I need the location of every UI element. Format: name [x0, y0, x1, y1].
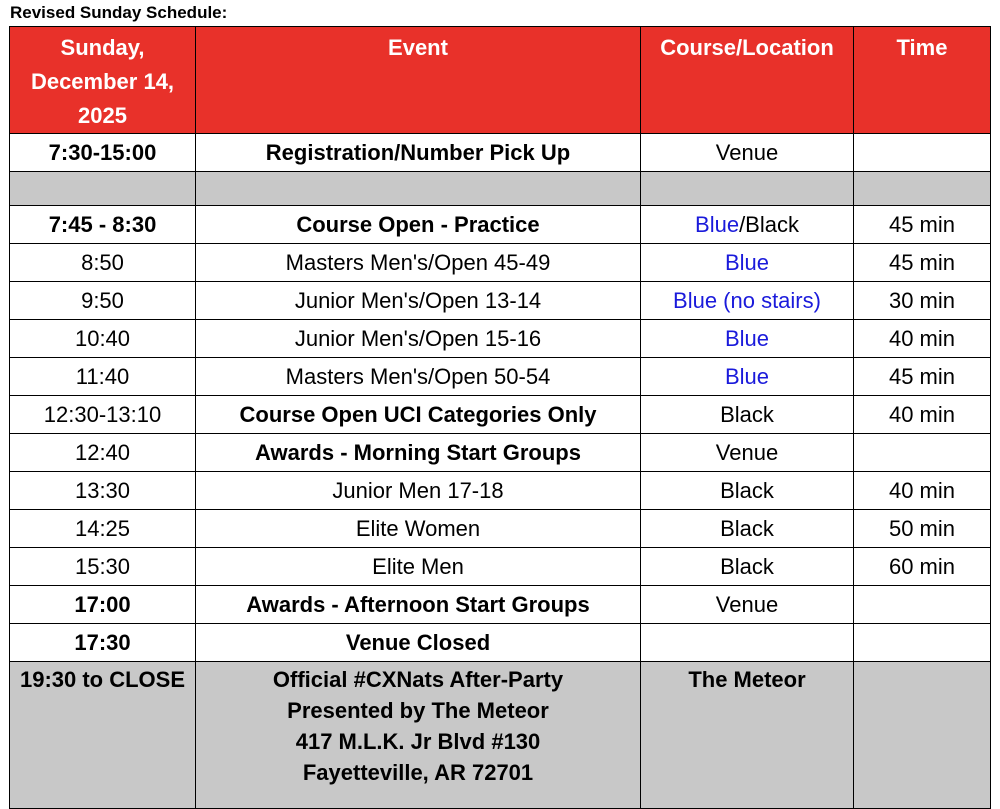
row-time: 12:30-13:10: [10, 396, 196, 434]
table-row: [10, 320, 991, 358]
after-party-duration: [854, 662, 991, 809]
table-row: [10, 472, 991, 510]
table-row: [10, 134, 991, 172]
table-row: [10, 396, 991, 434]
row-duration: [854, 624, 991, 662]
schedule-caption: Revised Sunday Schedule:: [10, 3, 228, 22]
row-course: Venue: [641, 586, 854, 624]
row-time: 12:40: [10, 434, 196, 472]
table-row: [10, 434, 991, 472]
spacer-row: [10, 172, 991, 206]
row-event: Course Open - Practice: [196, 206, 641, 244]
spacer-cell: [641, 172, 854, 206]
row-event: Junior Men 17-18: [196, 472, 641, 510]
row-course: Blue: [641, 320, 854, 358]
row-course: [641, 206, 854, 244]
header-course: Course/Location: [641, 27, 854, 134]
course-black: /Black: [739, 211, 799, 237]
after-party-row: [10, 662, 991, 809]
row-course: Blue (no stairs): [641, 282, 854, 320]
row-event: Elite Men: [196, 548, 641, 586]
row-event: Registration/Number Pick Up: [196, 134, 641, 172]
course-blue: Blue: [695, 211, 740, 237]
row-course: [641, 624, 854, 662]
table-row: [10, 548, 991, 586]
row-event: Awards - Afternoon Start Groups: [196, 586, 641, 624]
row-time: 13:30: [10, 472, 196, 510]
row-event: Junior Men's/Open 13-14: [196, 282, 641, 320]
header-date: Sunday, December 14, 2025: [10, 27, 196, 134]
row-time: 10:40: [10, 320, 196, 358]
row-duration: 45 min: [854, 244, 991, 282]
table-row: [10, 586, 991, 624]
after-party-time: 19:30 to CLOSE: [10, 662, 196, 809]
row-duration: 40 min: [854, 396, 991, 434]
header-event: Event: [196, 27, 641, 134]
row-time: 17:30: [10, 624, 196, 662]
row-duration: 30 min: [854, 282, 991, 320]
row-time: 7:45 - 8:30: [10, 206, 196, 244]
row-time: 15:30: [10, 548, 196, 586]
table-row: [10, 510, 991, 548]
spacer-cell: [854, 172, 991, 206]
row-duration: 40 min: [854, 472, 991, 510]
row-course: Black: [641, 472, 854, 510]
row-time: 8:50: [10, 244, 196, 282]
row-event: Masters Men's/Open 50-54: [196, 358, 641, 396]
row-duration: [854, 434, 991, 472]
row-course: Black: [641, 548, 854, 586]
row-event: Venue Closed: [196, 624, 641, 662]
row-event: Masters Men's/Open 45-49: [196, 244, 641, 282]
row-course: Black: [641, 396, 854, 434]
table-row: [10, 358, 991, 396]
row-course: Blue: [641, 358, 854, 396]
spacer-cell: [196, 172, 641, 206]
after-party-event: Official #CXNats After-Party Presented by The Meteor 417 M.L.K. Jr Blvd #130 Fayetteville, AR 72701: [196, 662, 641, 809]
row-event: Elite Women: [196, 510, 641, 548]
row-time: 9:50: [10, 282, 196, 320]
row-course: Venue: [641, 434, 854, 472]
after-party-location: The Meteor: [641, 662, 854, 809]
row-event: Awards - Morning Start Groups: [196, 434, 641, 472]
row-course: Black: [641, 510, 854, 548]
table-row: [10, 282, 991, 320]
row-duration: [854, 586, 991, 624]
row-duration: 45 min: [854, 358, 991, 396]
table-row: [10, 244, 991, 282]
row-time: 17:00: [10, 586, 196, 624]
row-course: Venue: [641, 134, 854, 172]
row-time: 7:30-15:00: [10, 134, 196, 172]
row-duration: [854, 134, 991, 172]
row-event: Junior Men's/Open 15-16: [196, 320, 641, 358]
header-row: [10, 27, 991, 134]
spacer-cell: [10, 172, 196, 206]
row-duration: 60 min: [854, 548, 991, 586]
row-time: 11:40: [10, 358, 196, 396]
schedule-table: [9, 26, 991, 809]
row-duration: 40 min: [854, 320, 991, 358]
row-duration: 50 min: [854, 510, 991, 548]
table-row: [10, 206, 991, 244]
row-duration: 45 min: [854, 206, 991, 244]
table-row: [10, 624, 991, 662]
row-course: Blue: [641, 244, 854, 282]
row-event: Course Open UCI Categories Only: [196, 396, 641, 434]
header-time: Time: [854, 27, 991, 134]
row-time: 14:25: [10, 510, 196, 548]
